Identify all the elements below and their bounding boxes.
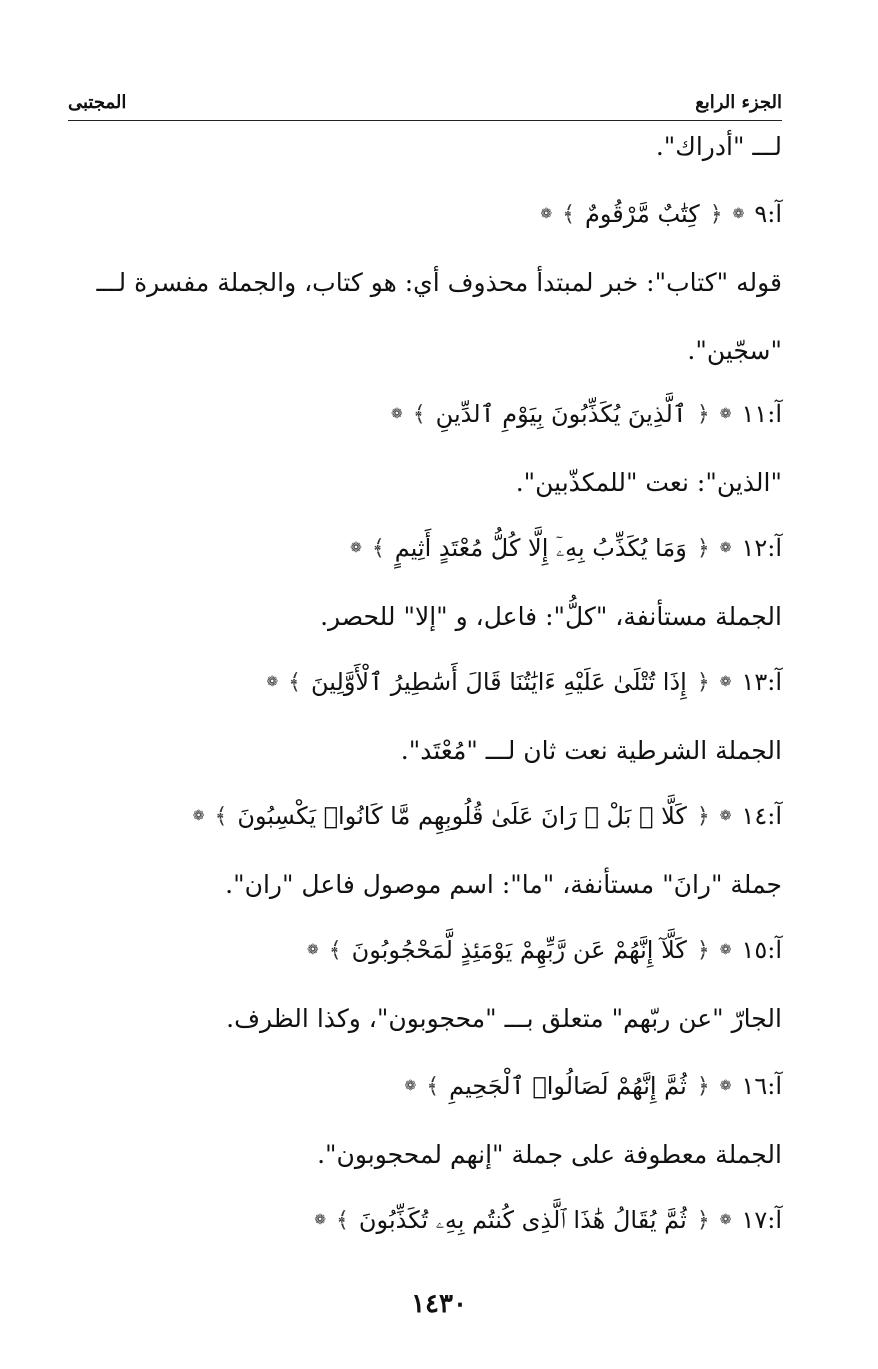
flower-ornament-icon: ❁ xyxy=(306,942,319,958)
close-bracket-icon: ﴾ xyxy=(412,401,426,427)
body-text-line: الجملة الشرطية نعت ثان لـــ "مُعْتَد". xyxy=(400,736,782,765)
verse-reference: آ:١٥ xyxy=(741,936,782,964)
header-book-title: المجتبى xyxy=(68,92,127,113)
header-part-title: الجزء الرابع xyxy=(695,92,782,113)
open-bracket-icon: ﴿ xyxy=(696,1073,710,1099)
verse-line xyxy=(350,534,782,562)
body-text-line: الجملة معطوفة على جملة "إنهم لمحجوبون". xyxy=(317,1140,782,1169)
open-bracket-icon: ﴿ xyxy=(696,669,710,695)
page-number: ١٤٣٠ xyxy=(411,1289,467,1319)
quran-text: كَلَّا ۖ بَلْ ۜ رَانَ عَلَىٰ قُلُوبِهِم مَّا كَانُوا۟ يَكْسِبُونَ xyxy=(237,802,687,830)
verse-line xyxy=(404,1072,782,1100)
verse-line xyxy=(307,936,782,964)
body-text-line: "الذين": نعت "للمكذّبين". xyxy=(515,468,782,497)
open-bracket-icon: ﴿ xyxy=(696,535,710,561)
verse-line xyxy=(391,400,782,428)
flower-ornament-icon: ❁ xyxy=(719,674,732,690)
flower-ornament-icon: ❁ xyxy=(719,1078,732,1094)
flower-ornament-icon: ❁ xyxy=(314,1212,327,1228)
body-text-line: الجارّ "عن ربّهم" متعلق بـــ "محجوبون"، وكذا الظرف. xyxy=(226,1004,782,1033)
flower-ornament-icon: ❁ xyxy=(266,674,279,690)
flower-ornament-icon: ❁ xyxy=(350,540,362,556)
running-header xyxy=(68,92,782,121)
quran-text: إِذَا تُتْلَىٰ عَلَيْهِ ءَايَٰتُنَا قَالَ أَسَٰطِيرُ ٱلْأَوَّلِينَ xyxy=(311,668,687,696)
verse-line xyxy=(193,802,782,830)
flower-ornament-icon: ❁ xyxy=(719,942,732,958)
verse-reference: آ:١٣ xyxy=(741,668,782,696)
flower-ornament-icon: ❁ xyxy=(719,1212,732,1228)
quran-text: وَمَا يُكَذِّبُ بِهِۦٓ إِلَّا كُلُّ مُعْتَدٍ أَثِيمٍ xyxy=(394,534,687,562)
quran-text: ثُمَّ يُقَالُ هَٰذَا ٱلَّذِى كُنتُم بِهِۦ تُكَذِّبُونَ xyxy=(358,1206,687,1234)
flower-ornament-icon: ❁ xyxy=(391,406,403,422)
open-bracket-icon: ﴿ xyxy=(696,803,710,829)
close-bracket-icon: ﴾ xyxy=(371,535,385,561)
verse-reference: آ:١٧ xyxy=(741,1206,782,1234)
open-bracket-icon: ﴿ xyxy=(709,201,723,227)
verse-line xyxy=(314,1206,782,1234)
verse-reference: آ:٩ xyxy=(754,200,782,228)
close-bracket-icon: ﴾ xyxy=(336,1207,349,1233)
open-bracket-icon: ﴿ xyxy=(696,401,710,427)
open-bracket-icon: ﴿ xyxy=(696,1207,710,1233)
flower-ornament-icon: ❁ xyxy=(732,206,745,222)
flower-ornament-icon: ❁ xyxy=(192,808,205,824)
body-text-line: جملة "رانَ" مستأنفة، "ما": اسم موصول فاعل "ران". xyxy=(225,870,782,899)
body-text-line: لـــ "أدراك". xyxy=(655,132,782,161)
body-text-line: قوله "كتاب": خبر لمبتدأ محذوف أي: هو كتاب، والجملة مفسرة لـــ xyxy=(96,268,782,297)
flower-ornament-icon: ❁ xyxy=(540,206,553,222)
body-text-line: الجملة مستأنفة، "كلُّ": فاعل، و "إلا" للحصر. xyxy=(320,602,782,631)
quran-text: ثُمَّ إِنَّهُمْ لَصَالُوا۟ ٱلْجَحِيمِ xyxy=(449,1072,687,1100)
verse-reference: آ:١١ xyxy=(741,400,782,428)
body-text-line: "سجّين". xyxy=(687,336,782,365)
open-bracket-icon: ﴿ xyxy=(696,937,710,963)
verse-reference: آ:١٦ xyxy=(741,1072,782,1100)
quran-text: ٱلَّذِينَ يُكَذِّبُونَ بِيَوْمِ ٱلدِّينِ xyxy=(435,400,687,428)
close-bracket-icon: ﴾ xyxy=(214,803,228,829)
verse-line xyxy=(266,668,782,696)
close-bracket-icon: ﴾ xyxy=(328,937,342,963)
verse-line xyxy=(540,200,782,228)
verse-reference: آ:١٤ xyxy=(741,802,782,830)
flower-ornament-icon: ❁ xyxy=(719,540,732,556)
close-bracket-icon: ﴾ xyxy=(562,201,576,227)
close-bracket-icon: ﴾ xyxy=(288,669,302,695)
flower-ornament-icon: ❁ xyxy=(719,808,732,824)
quran-text: كَلَّآ إِنَّهُمْ عَن رَّبِّهِمْ يَوْمَئِذٍ لَّمَحْجُوبُونَ xyxy=(351,936,687,964)
verse-reference: آ:١٢ xyxy=(741,534,782,562)
quran-text: كِتَٰبٌ مَّرْقُومٌ xyxy=(585,200,700,228)
flower-ornament-icon: ❁ xyxy=(404,1078,417,1094)
flower-ornament-icon: ❁ xyxy=(719,406,732,422)
close-bracket-icon: ﴾ xyxy=(426,1073,440,1099)
